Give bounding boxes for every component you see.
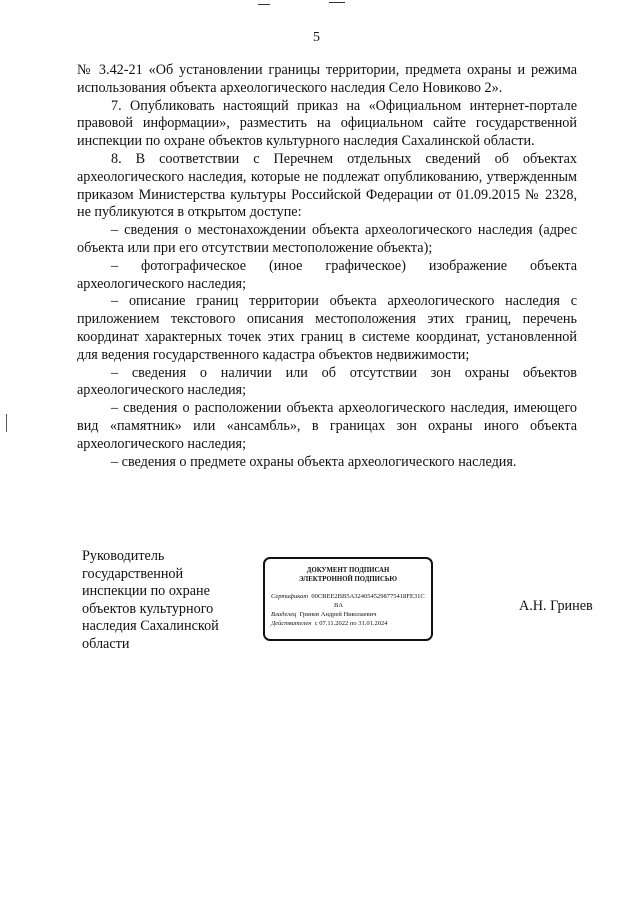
paragraph-publication-order: 7. Опубликовать настоящий приказ на «Официальном интернет-портале правовой информации», разместить на официальном сайте государственной инспекции по охране объектов культурного наследия Сахалинской области. xyxy=(77,97,577,150)
stamp-certificate-label: Сертификат xyxy=(271,593,309,600)
signatory-line: объектов культурного xyxy=(82,600,214,617)
list-item-protection-subject: – сведения о предмете охраны объекта археологического наследия. xyxy=(111,453,517,470)
signatory-line: инспекции по охране xyxy=(82,583,210,599)
list-item-monument-location: – сведения о расположении объекта археологического наследия, имеющего вид «памятник» или «ансамбль», в границах зон охраны иного объекта археологического наследия; xyxy=(77,400,577,452)
scan-artifact xyxy=(258,4,270,5)
paragraph-act-reference: № 3.42-21 «Об установлении границы территории, предмета охраны и режима использования объекта археологического наследия Село Новиково 2». xyxy=(77,62,577,96)
stamp-certificate-value: 00CBEE2BB5A3240545298775418FE31C xyxy=(311,593,425,600)
signatory-position xyxy=(82,548,242,653)
scan-artifact xyxy=(329,2,345,3)
stamp-owner-row xyxy=(271,610,425,619)
electronic-signature-stamp xyxy=(263,557,433,641)
signatory-line: области xyxy=(82,635,130,652)
list-item-boundary-description: – описание границ территории объекта археологического наследия с приложением текстового описания местоположения этих границ, перечень координат характерных точек этих границ в системе координат, установленной для ведения государственного кадастра объектов недвижимости; xyxy=(77,293,577,363)
signatory-line: наследия Сахалинской xyxy=(82,618,219,634)
signatory-line: Руководитель xyxy=(82,548,165,564)
stamp-owner-label: Владелец xyxy=(271,611,297,618)
stamp-header-line: ДОКУМЕНТ ПОДПИСАН xyxy=(306,567,390,574)
scan-artifact xyxy=(6,414,7,432)
stamp-certificate-row xyxy=(271,592,425,601)
stamp-certificate-tail: BA xyxy=(334,602,344,609)
list-item-location-info: – сведения о местонахождении объекта археологического наследия (адрес объекта или при его отсутствии местоположение объекта); xyxy=(77,222,577,256)
stamp-certificate-tail-row xyxy=(271,601,425,610)
signer-name: А.Н. Гринев xyxy=(519,598,593,614)
stamp-validity-value: с 07.11.2022 по 31.01.2024 xyxy=(314,620,388,627)
page-number: 5 xyxy=(313,30,320,45)
list-item-photo-image: – фотографическое (иное графическое) изображение объекта археологического наследия; xyxy=(77,257,577,292)
paragraph-nonpublication-intro: 8. В соответствии с Перечнем отдельных сведений об объектах археологического наследия, которые не подлежат опубликованию, утвержденным приказом Министерства культуры Российской Федерации от 01.09.2015 № 2328, не публикуются в открытом доступе: xyxy=(77,150,577,221)
list-item-protection-zones: – сведения о наличии или об отсутствии зон охраны объектов археологического наследия; xyxy=(77,364,577,399)
stamp-validity-row xyxy=(271,619,425,628)
stamp-header xyxy=(271,567,425,584)
stamp-header-line: ЭЛЕКТРОННОЙ ПОДПИСЬЮ xyxy=(298,575,398,583)
stamp-owner-value: Гринев Андрей Николаевич xyxy=(299,611,377,618)
stamp-validity-label: Действителен xyxy=(271,620,312,627)
signatory-line: государственной xyxy=(82,565,184,582)
document-body xyxy=(77,62,577,471)
